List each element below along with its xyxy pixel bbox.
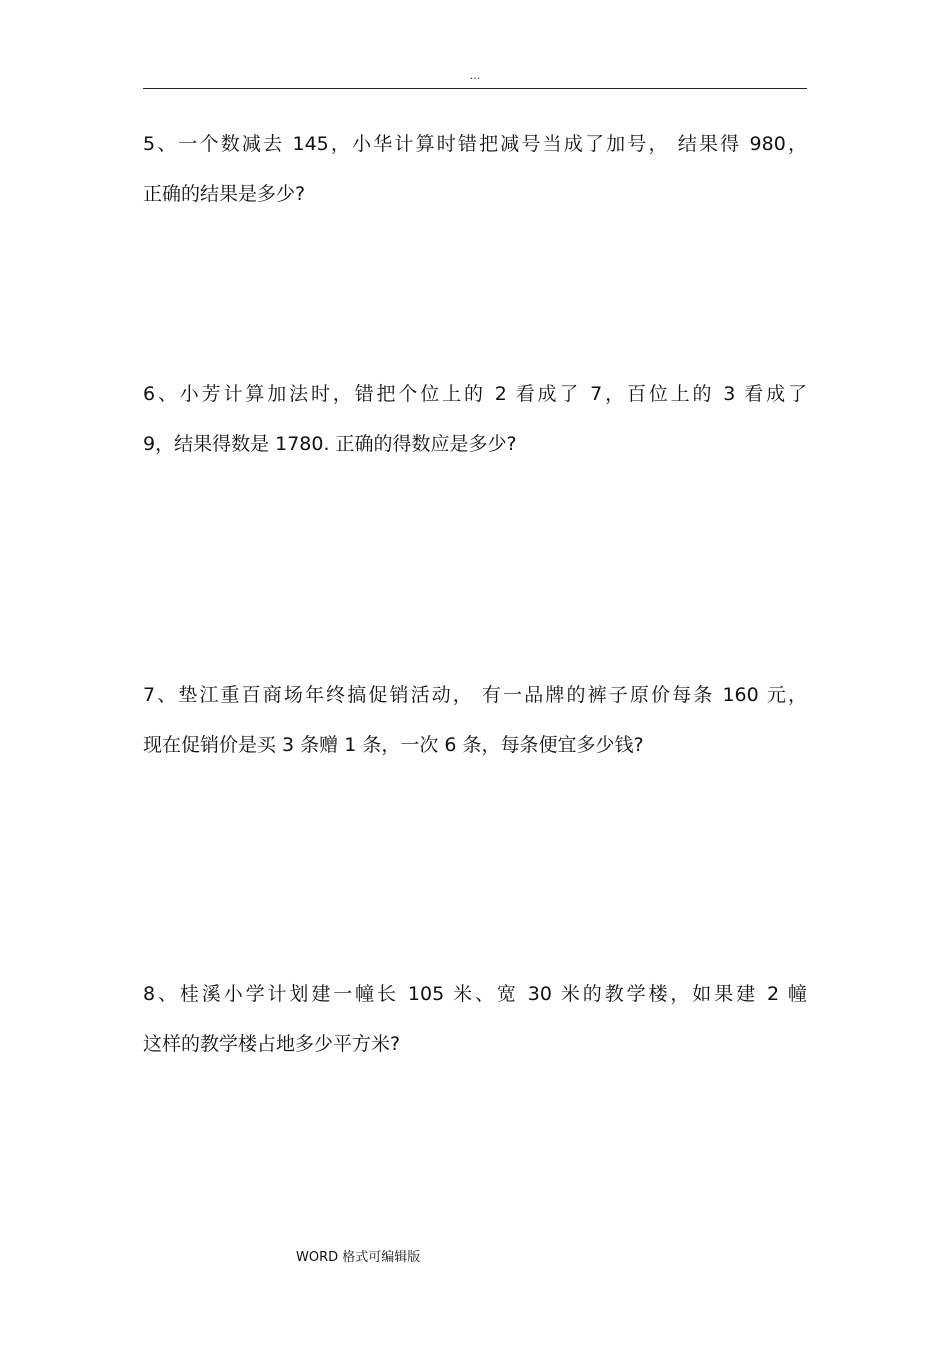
header-rule [143, 88, 807, 89]
question-5-line-1: 5、一个数减去 145，小华计算时错把减号当成了加号， 结果得 980， [143, 133, 807, 155]
question-7-line-1: 7、垫江重百商场年终搞促销活动， 有一品牌的裤子原价每条 160 元， [143, 684, 807, 706]
question-8-line-1: 8、桂溪小学计划建一幢长 105 米、宽 30 米的教学楼，如果建 2 幢 [143, 983, 807, 1005]
header-mark: ... [469, 69, 481, 82]
question-6-line-1: 6、小芳计算加法时，错把个位上的 2 看成了 7，百位上的 3 看成了 [143, 383, 807, 405]
question-6-line-2: 9，结果得数是 1780. 正确的得数应是多少? [143, 433, 517, 455]
footer-text: WORD 格式可编辑版 [296, 1250, 421, 1265]
question-7-line-2: 现在促销价是买 3 条赠 1 条，一次 6 条，每条便宜多少钱? [143, 734, 644, 756]
question-5-line-2: 正确的结果是多少? [143, 183, 306, 205]
question-8-line-2: 这样的教学楼占地多少平方米? [143, 1033, 401, 1055]
